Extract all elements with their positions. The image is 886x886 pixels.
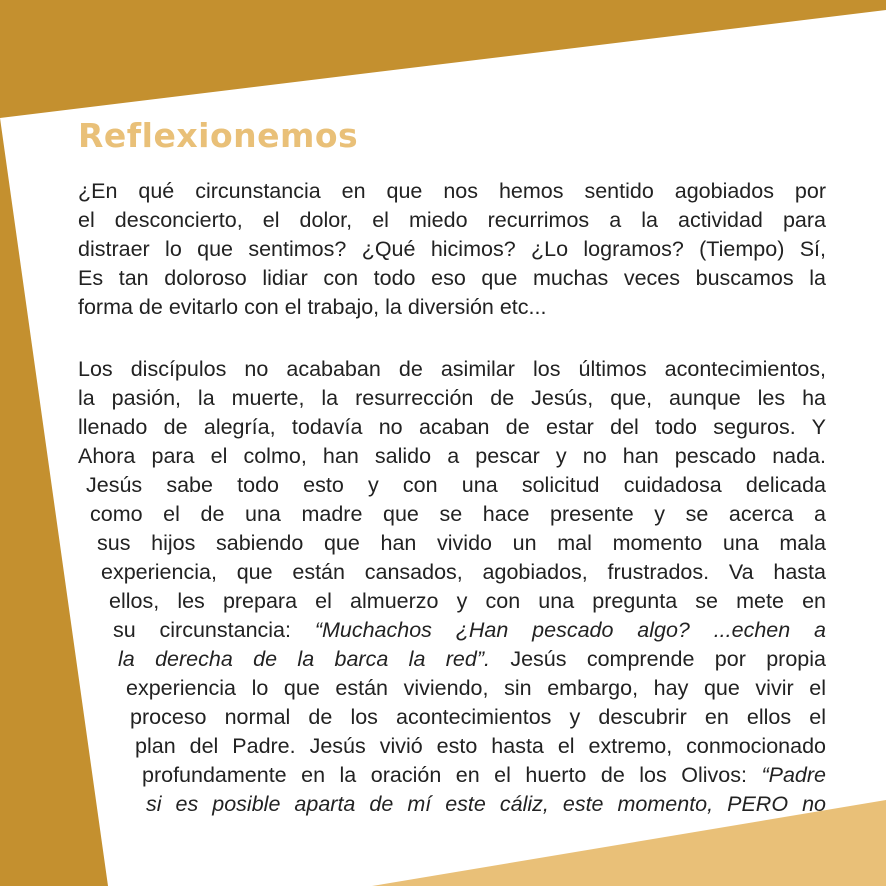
text-line: como el de una madre que se hace presente y se acerca a [90, 502, 826, 526]
text-line: si es posible aparta de mí este cáliz, este momento, PERO no [146, 792, 826, 816]
text-line: experiencia, que están cansados, agobiados, frustrados. Va hasta [101, 560, 826, 584]
text-segment: su circunstancia: [113, 618, 315, 642]
text-line: la pasión, la muerte, la resurrección de Jesús, que, aunque les ha [78, 386, 826, 410]
text-line-mixed [113, 616, 826, 645]
text-line: plan del Padre. Jesús vivió esto hasta el extremo, conmocionado [135, 734, 826, 758]
text-line: Jesús sabe todo esto y con una solicitud cuidadosa delicada [86, 473, 826, 497]
text-line: sus hijos sabiendo que han vivido un mal momento una mala [97, 531, 826, 555]
text-segment: Jesús comprende por propia [489, 647, 826, 671]
text-line: Los discípulos no acababan de asimilar los últimos acontecimientos, [78, 357, 826, 381]
paragraph-body [0, 355, 886, 819]
text-line: Es tan doloroso lidiar con todo eso que muchas veces buscamos la [78, 266, 826, 290]
text-line-mixed [142, 761, 826, 790]
text-line: distraer lo que sentimos? ¿Qué hicimos? ¿Lo logramos? (Tiempo) Sí, [78, 237, 826, 261]
text-line: llenado de alegría, todavía no acaban de estar del todo seguros. Y [78, 415, 826, 439]
quote-segment: “Padre [761, 763, 826, 787]
text-line: proceso normal de los acontecimientos y descubrir en ellos el [130, 705, 826, 729]
text-line: forma de evitarlo con el trabajo, la diversión etc... [78, 295, 547, 319]
text-line: el desconcierto, el dolor, el miedo recurrimos a la actividad para [78, 208, 826, 232]
quote-segment: “Muchachos ¿Han pescado algo? ...echen a [314, 618, 826, 642]
text-segment: profundamente en la oración en el huerto de los Olivos: [142, 763, 762, 787]
text-line-mixed [118, 645, 826, 674]
top-gold-band [0, 0, 886, 118]
quote-segment: la derecha de la barca la red”. [118, 647, 490, 671]
text-line: ellos, les prepara el almuerzo y con una pregunta se mete en [109, 589, 826, 613]
text-line: experiencia lo que están viviendo, sin embargo, hay que vivir el [126, 676, 826, 700]
page-title: Reflexionemos [78, 116, 359, 155]
text-line: ¿En qué circunstancia en que nos hemos sentido agobiados por [78, 179, 826, 203]
paragraph-intro [78, 177, 826, 322]
text-line: Ahora para el colmo, han salido a pescar y no han pescado nada. [78, 444, 826, 468]
